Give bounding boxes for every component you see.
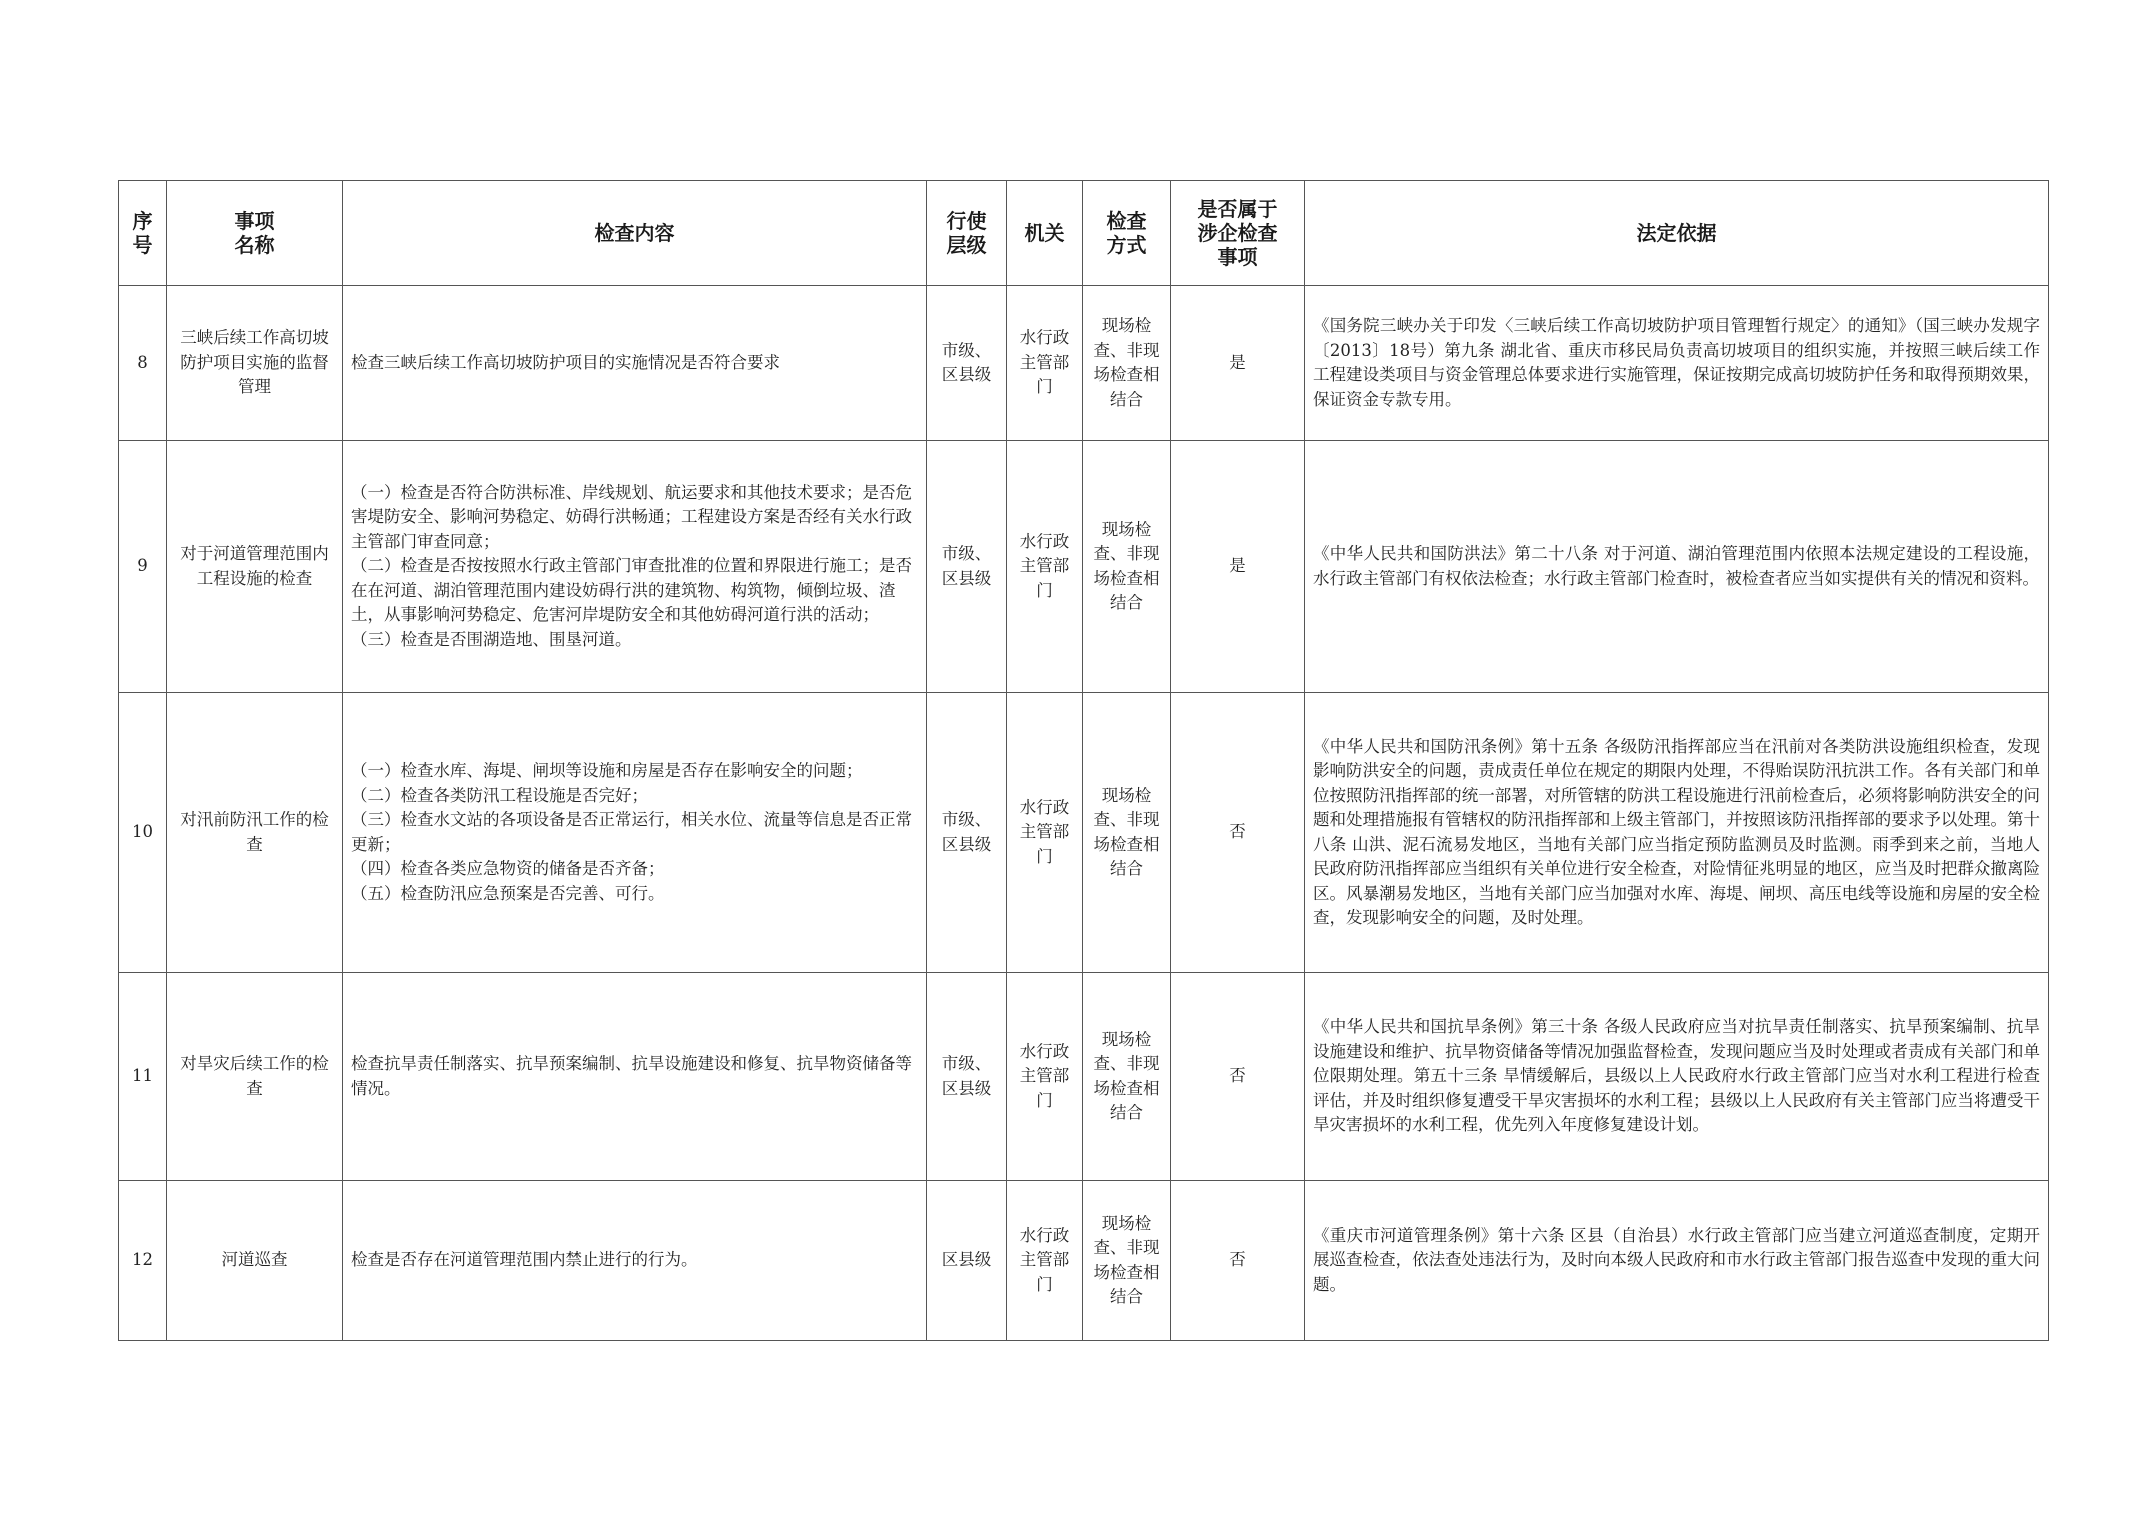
header-authority: 机关 <box>1007 181 1083 286</box>
cell-method: 现场检查、非现场检查相结合 <box>1083 441 1171 693</box>
cell-authority: 水行政主管部门 <box>1007 1181 1083 1341</box>
cell-enterprise-related: 是 <box>1171 286 1305 441</box>
inspection-items-table <box>118 180 2049 1341</box>
table-row <box>119 693 2049 973</box>
cell-seq: 8 <box>119 286 167 441</box>
cell-seq: 12 <box>119 1181 167 1341</box>
cell-seq: 9 <box>119 441 167 693</box>
header-seq: 序 号 <box>119 181 167 286</box>
cell-inspection-content: 检查是否存在河道管理范围内禁止进行的行为。 <box>343 1181 927 1341</box>
header-method: 检查 方式 <box>1083 181 1171 286</box>
cell-level: 市级、区县级 <box>927 286 1007 441</box>
cell-item-name: 对旱灾后续工作的检查 <box>167 973 343 1181</box>
cell-legal-basis: 《中华人民共和国防洪法》第二十八条 对于河道、湖泊管理范围内依照本法规定建设的工程设施，水行政主管部门有权依法检查；水行政主管部门检查时，被检查者应当如实提供有关的情况和资料。 <box>1305 441 2049 693</box>
cell-item-name: 三峡后续工作高切坡防护项目实施的监督管理 <box>167 286 343 441</box>
cell-level: 区县级 <box>927 1181 1007 1341</box>
table-row <box>119 973 2049 1181</box>
header-level: 行使 层级 <box>927 181 1007 286</box>
header-enterprise-related: 是否属于 涉企检查 事项 <box>1171 181 1305 286</box>
header-item-name: 事项 名称 <box>167 181 343 286</box>
table-header-row <box>119 181 2049 286</box>
cell-level: 市级、区县级 <box>927 441 1007 693</box>
cell-legal-basis: 《中华人民共和国防汛条例》第十五条 各级防汛指挥部应当在汛前对各类防洪设施组织检查，发现影响防洪安全的问题，责成责任单位在规定的期限内处理，不得贻误防汛抗洪工作。各有关部门和单位按照防汛指挥部的统一部署，对所管辖的防洪工程设施进行汛前检查后，必须将影响防洪安全的问题和处理措施报有管辖权的防汛指挥部和上级主管部门，并按照该防汛指挥部的要求予以处理。第十八条 山洪、泥石流易发地区，当地有关部门应当指定预防监测员及时监测。雨季到来之前，当地人民政府防汛指挥部应当组织有关单位进行安全检查，对险情征兆明显的地区，应当及时把群众撤离险区。风暴潮易发地区，当地有关部门应当加强对水库、海堤、闸坝、高压电线等设施和房屋的安全检查，发现影响安全的问题，及时处理。 <box>1305 693 2049 973</box>
cell-method: 现场检查、非现场检查相结合 <box>1083 693 1171 973</box>
cell-enterprise-related: 否 <box>1171 693 1305 973</box>
cell-legal-basis: 《国务院三峡办关于印发〈三峡后续工作高切坡防护项目管理暂行规定〉的通知》（国三峡办发规字〔2013〕18号）第九条 湖北省、重庆市移民局负责高切坡项目的组织实施，并按照三峡后续工作工程建设类项目与资金管理总体要求进行实施管理，保证按期完成高切坡防护任务和取得预期效果，保证资金专款专用。 <box>1305 286 2049 441</box>
cell-authority: 水行政主管部门 <box>1007 973 1083 1181</box>
cell-method: 现场检查、非现场检查相结合 <box>1083 1181 1171 1341</box>
cell-level: 市级、区县级 <box>927 973 1007 1181</box>
cell-seq: 11 <box>119 973 167 1181</box>
cell-item-name: 对汛前防汛工作的检查 <box>167 693 343 973</box>
cell-authority: 水行政主管部门 <box>1007 286 1083 441</box>
header-legal-basis: 法定依据 <box>1305 181 2049 286</box>
header-inspection-content: 检查内容 <box>343 181 927 286</box>
cell-item-name: 河道巡查 <box>167 1181 343 1341</box>
cell-enterprise-related: 是 <box>1171 441 1305 693</box>
cell-method: 现场检查、非现场检查相结合 <box>1083 286 1171 441</box>
cell-seq: 10 <box>119 693 167 973</box>
cell-enterprise-related: 否 <box>1171 973 1305 1181</box>
cell-authority: 水行政主管部门 <box>1007 693 1083 973</box>
cell-level: 市级、区县级 <box>927 693 1007 973</box>
cell-legal-basis: 《中华人民共和国抗旱条例》第三十条 各级人民政府应当对抗旱责任制落实、抗旱预案编制、抗旱设施建设和维护、抗旱物资储备等情况加强监督检查，发现问题应当及时处理或者责成有关部门和单位限期处理。第五十三条 旱情缓解后，县级以上人民政府水行政主管部门应当对水利工程进行检查评估，并及时组织修复遭受干旱灾害损坏的水利工程；县级以上人民政府有关主管部门应当将遭受干旱灾害损坏的水利工程，优先列入年度修复建设计划。 <box>1305 973 2049 1181</box>
cell-authority: 水行政主管部门 <box>1007 441 1083 693</box>
cell-inspection-content: 检查抗旱责任制落实、抗旱预案编制、抗旱设施建设和修复、抗旱物资储备等情况。 <box>343 973 927 1181</box>
cell-legal-basis: 《重庆市河道管理条例》第十六条 区县（自治县）水行政主管部门应当建立河道巡查制度，定期开展巡查检查，依法查处违法行为，及时向本级人民政府和市水行政主管部门报告巡查中发现的重大问题。 <box>1305 1181 2049 1341</box>
table-row <box>119 1181 2049 1341</box>
cell-inspection-content: （一）检查水库、海堤、闸坝等设施和房屋是否存在影响安全的问题； （二）检查各类防汛工程设施是否完好； （三）检查水文站的各项设备是否正常运行，相关水位、流量等信息是否正常更新； （四）检查各类应急物资的储备是否齐备； （五）检查防汛应急预案是否完善、可行。 <box>343 693 927 973</box>
cell-inspection-content: （一）检查是否符合防洪标准、岸线规划、航运要求和其他技术要求；是否危害堤防安全、影响河势稳定、妨碍行洪畅通；工程建设方案是否经有关水行政主管部门审查同意； （二）检查是否按按照水行政主管部门审查批准的位置和界限进行施工；是否在在河道、湖泊管理范围内建设妨碍行洪的建筑物、构筑物，倾倒垃圾、渣土，从事影响河势稳定、危害河岸堤防安全和其他妨碍河道行洪的活动； （三）检查是否围湖造地、围垦河道。 <box>343 441 927 693</box>
table-row <box>119 441 2049 693</box>
table-row <box>119 286 2049 441</box>
cell-enterprise-related: 否 <box>1171 1181 1305 1341</box>
cell-item-name: 对于河道管理范围内工程设施的检查 <box>167 441 343 693</box>
cell-inspection-content: 检查三峡后续工作高切坡防护项目的实施情况是否符合要求 <box>343 286 927 441</box>
cell-method: 现场检查、非现场检查相结合 <box>1083 973 1171 1181</box>
